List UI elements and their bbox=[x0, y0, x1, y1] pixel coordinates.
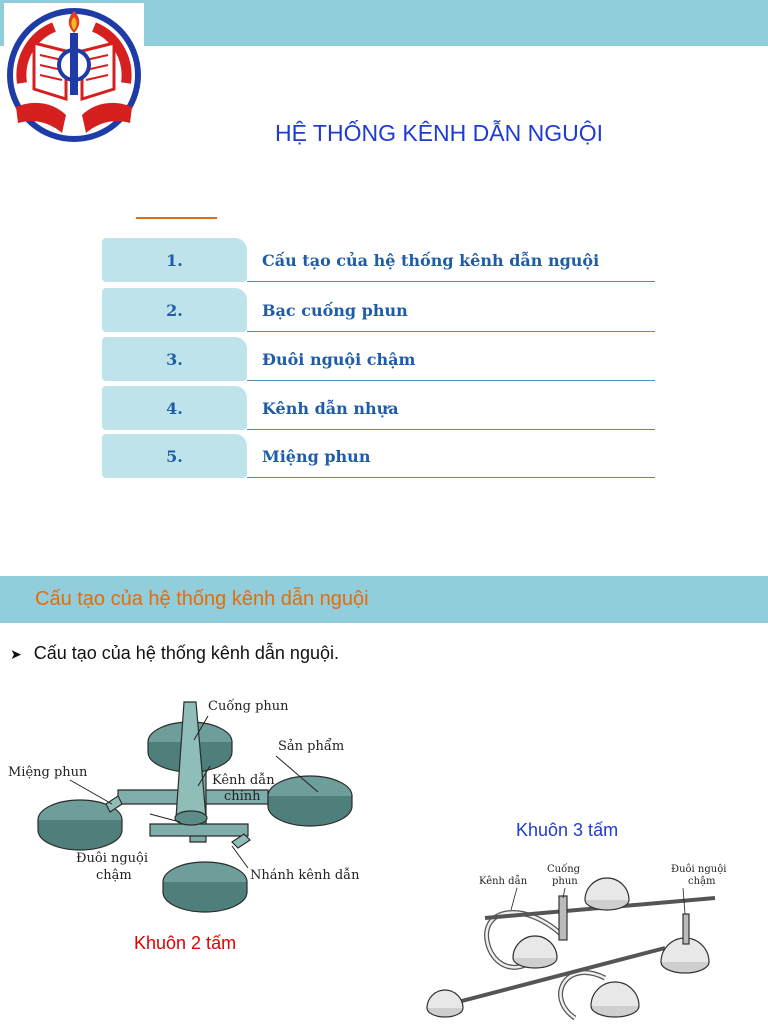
toc-item-2[interactable] bbox=[102, 288, 655, 332]
toc-label: Kênh dẫn nhựa bbox=[262, 398, 399, 418]
label-duoi-nguoi: Đuôi nguội bbox=[76, 851, 149, 866]
bullet-item bbox=[10, 643, 339, 664]
toc-underline bbox=[247, 281, 655, 283]
section-title: Cấu tạo của hệ thống kênh dẫn nguội bbox=[35, 588, 369, 610]
toc-label: Bạc cuống phun bbox=[262, 300, 408, 320]
label-mieng-phun: Miệng phun bbox=[8, 765, 88, 780]
toc-number: 5. bbox=[102, 434, 247, 478]
toc-number: 2. bbox=[102, 288, 247, 332]
caption-three-plate: Khuôn 3 tấm bbox=[516, 820, 619, 840]
label-nhanh-kenh-dan: Nhánh kênh dẫn bbox=[250, 868, 360, 883]
toc-number: 3. bbox=[102, 337, 247, 381]
label-cham-3: chậm bbox=[688, 876, 716, 887]
school-logo bbox=[4, 3, 144, 143]
section-title-bar bbox=[0, 576, 768, 623]
label-duoi-nguoi-3: Đuôi nguội bbox=[671, 864, 727, 875]
toc-underline bbox=[247, 380, 655, 382]
label-kenh-dan: Kênh dẫn bbox=[212, 773, 275, 788]
toc-label: Cấu tạo của hệ thống kênh dẫn nguội bbox=[262, 250, 600, 270]
three-plate-mold-diagram bbox=[415, 858, 745, 1024]
toc-item-1[interactable] bbox=[102, 238, 655, 282]
label-phun-3: phun bbox=[552, 876, 578, 887]
cold-slug-well bbox=[175, 811, 207, 825]
label-cuong-3: Cuống bbox=[547, 864, 581, 875]
label-cuong-phun: Cuống phun bbox=[208, 699, 289, 714]
toc-number: 1. bbox=[102, 238, 247, 282]
toc-label: Đuôi nguội chậm bbox=[262, 349, 416, 369]
label-san-pham: Sản phẩm bbox=[278, 739, 345, 754]
toc-underline bbox=[247, 429, 655, 431]
two-plate-mold-diagram bbox=[0, 696, 390, 926]
accent-divider bbox=[136, 217, 217, 219]
toc-underline bbox=[247, 331, 655, 333]
toc-label: Miệng phun bbox=[262, 446, 371, 466]
label-cham: chậm bbox=[96, 868, 132, 883]
slide-title: HỆ THỐNG KÊNH DẪN NGUỘI bbox=[275, 120, 603, 146]
toc-item-3[interactable] bbox=[102, 337, 655, 381]
label-kenh-dan-3: Kênh dẫn bbox=[479, 876, 528, 887]
caption-two-plate: Khuôn 2 tấm bbox=[134, 933, 237, 953]
bullet-text: Cấu tạo của hệ thống kênh dẫn nguội. bbox=[33, 643, 339, 663]
sprue bbox=[176, 702, 206, 818]
arrow-bullet-icon: ➤ bbox=[10, 646, 22, 662]
slide-structure bbox=[0, 576, 768, 1024]
toc-number: 4. bbox=[102, 386, 247, 430]
toc-underline bbox=[247, 477, 655, 479]
toc-item-4[interactable] bbox=[102, 386, 655, 430]
toc-item-5[interactable] bbox=[102, 434, 655, 478]
label-chinh: chính bbox=[224, 789, 261, 804]
